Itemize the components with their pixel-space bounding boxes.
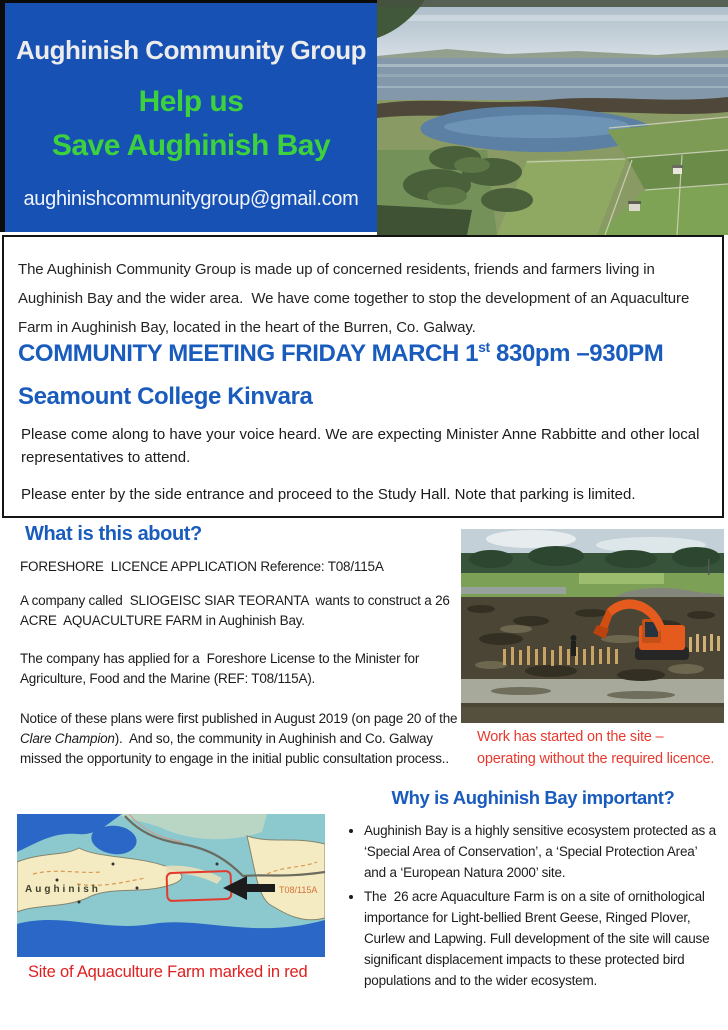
licence-application-paragraph: The company has applied for a Foreshore License to the Minister for Agriculture, Food and the Marine (REF: T08/115A).: [20, 651, 422, 686]
header-panel: [5, 3, 377, 232]
importance-section-heading: Why is Aughinish Bay important?: [391, 787, 675, 808]
group-title: Aughinish Community Group: [15, 35, 367, 65]
intro-paragraph: The Aughinish Community Group is made up of concerned residents, friends and farmers living in Aughinish Bay and the wider area. We have come together to stop the development of an Aquaculture Farm in Aughinish Bay, located in the heart of the Burren, Co. Galway.: [18, 261, 694, 336]
bullet-item-ecosystem: • Aughinish Bay is a highly sensitive ecosystem protected as a ‘Special Area of Conservation’, a ‘Special Protection Area’ and a ‘European Natura 2000’ site.: [364, 820, 720, 883]
map-area-label: Aughinish: [25, 884, 101, 895]
bay-photo-illustration: [377, 0, 728, 235]
site-photo-illustration: [461, 529, 724, 723]
meeting-heading: [18, 339, 718, 368]
bay-aerial-photo: [377, 0, 728, 235]
map-illustration: [17, 814, 325, 957]
bullet-item-birds: • The 26 acre Aquaculture Farm is on a site of ornithological importance for Light-bellied Brent Geese, Ringed Plover, Curlew and Lapwing. Full development of the site will cause significant displacement impacts to these protected bird populations and to the wider ecosystem.: [364, 886, 720, 991]
header-subtitle-line2: Save Aughinish Bay: [51, 129, 331, 162]
notice-text-post: ). And so, the community in Aughinish and Co. Galway missed the opportunity to engage in the initial public consultation process..: [20, 731, 449, 766]
site-photo-caption: [477, 726, 714, 770]
contact-email: aughinishcommunitygroup@gmail.com: [23, 188, 359, 210]
about-section-heading: What is this about?: [25, 523, 202, 545]
intro-box: [2, 235, 724, 518]
worker-figure: [571, 635, 577, 656]
entrance-info-paragraph: Please enter by the side entrance and proceed to the Study Hall. Note that parking is limited.: [21, 486, 636, 503]
aquaculture-site-map: [17, 814, 325, 957]
notice-paragraph: [20, 709, 461, 769]
map-reference-label: T08/115A: [279, 885, 318, 895]
importance-bullet-list: [348, 820, 720, 994]
meeting-heading-time: 830pm –930PM: [489, 340, 664, 367]
map-caption: Site of Aquaculture Farm marked in red: [28, 963, 308, 981]
meeting-info-paragraph: Please come along to have your voice heard. We are expecting Minister Anne Rabbitte and other local representatives to attend.: [21, 426, 704, 466]
site-caption-line2: operating without the required licence.: [477, 751, 715, 767]
newspaper-name: Clare Champion: [20, 731, 115, 746]
notice-text-pre: Notice of these plans were first published in August 2019 (on page 20 of the: [20, 711, 461, 726]
site-caption-line1: Work has started on the site –: [477, 729, 664, 745]
meeting-heading-text: COMMUNITY MEETING FRIDAY MARCH 1: [18, 340, 479, 367]
meeting-heading-ordinal: st: [478, 339, 490, 355]
site-work-photo: [461, 529, 724, 723]
header-subtitle-line1: Help us: [138, 85, 244, 118]
venue-heading: Seamount College Kinvara: [18, 383, 313, 410]
foreshore-reference-paragraph: FORESHORE LICENCE APPLICATION Reference: T08/115A: [20, 559, 384, 574]
company-paragraph: A company called SLIOGEISC SIAR TEORANTA wants to construct a 26 ACRE AQUACULTURE FARM in Aughinish Bay.: [20, 593, 453, 628]
